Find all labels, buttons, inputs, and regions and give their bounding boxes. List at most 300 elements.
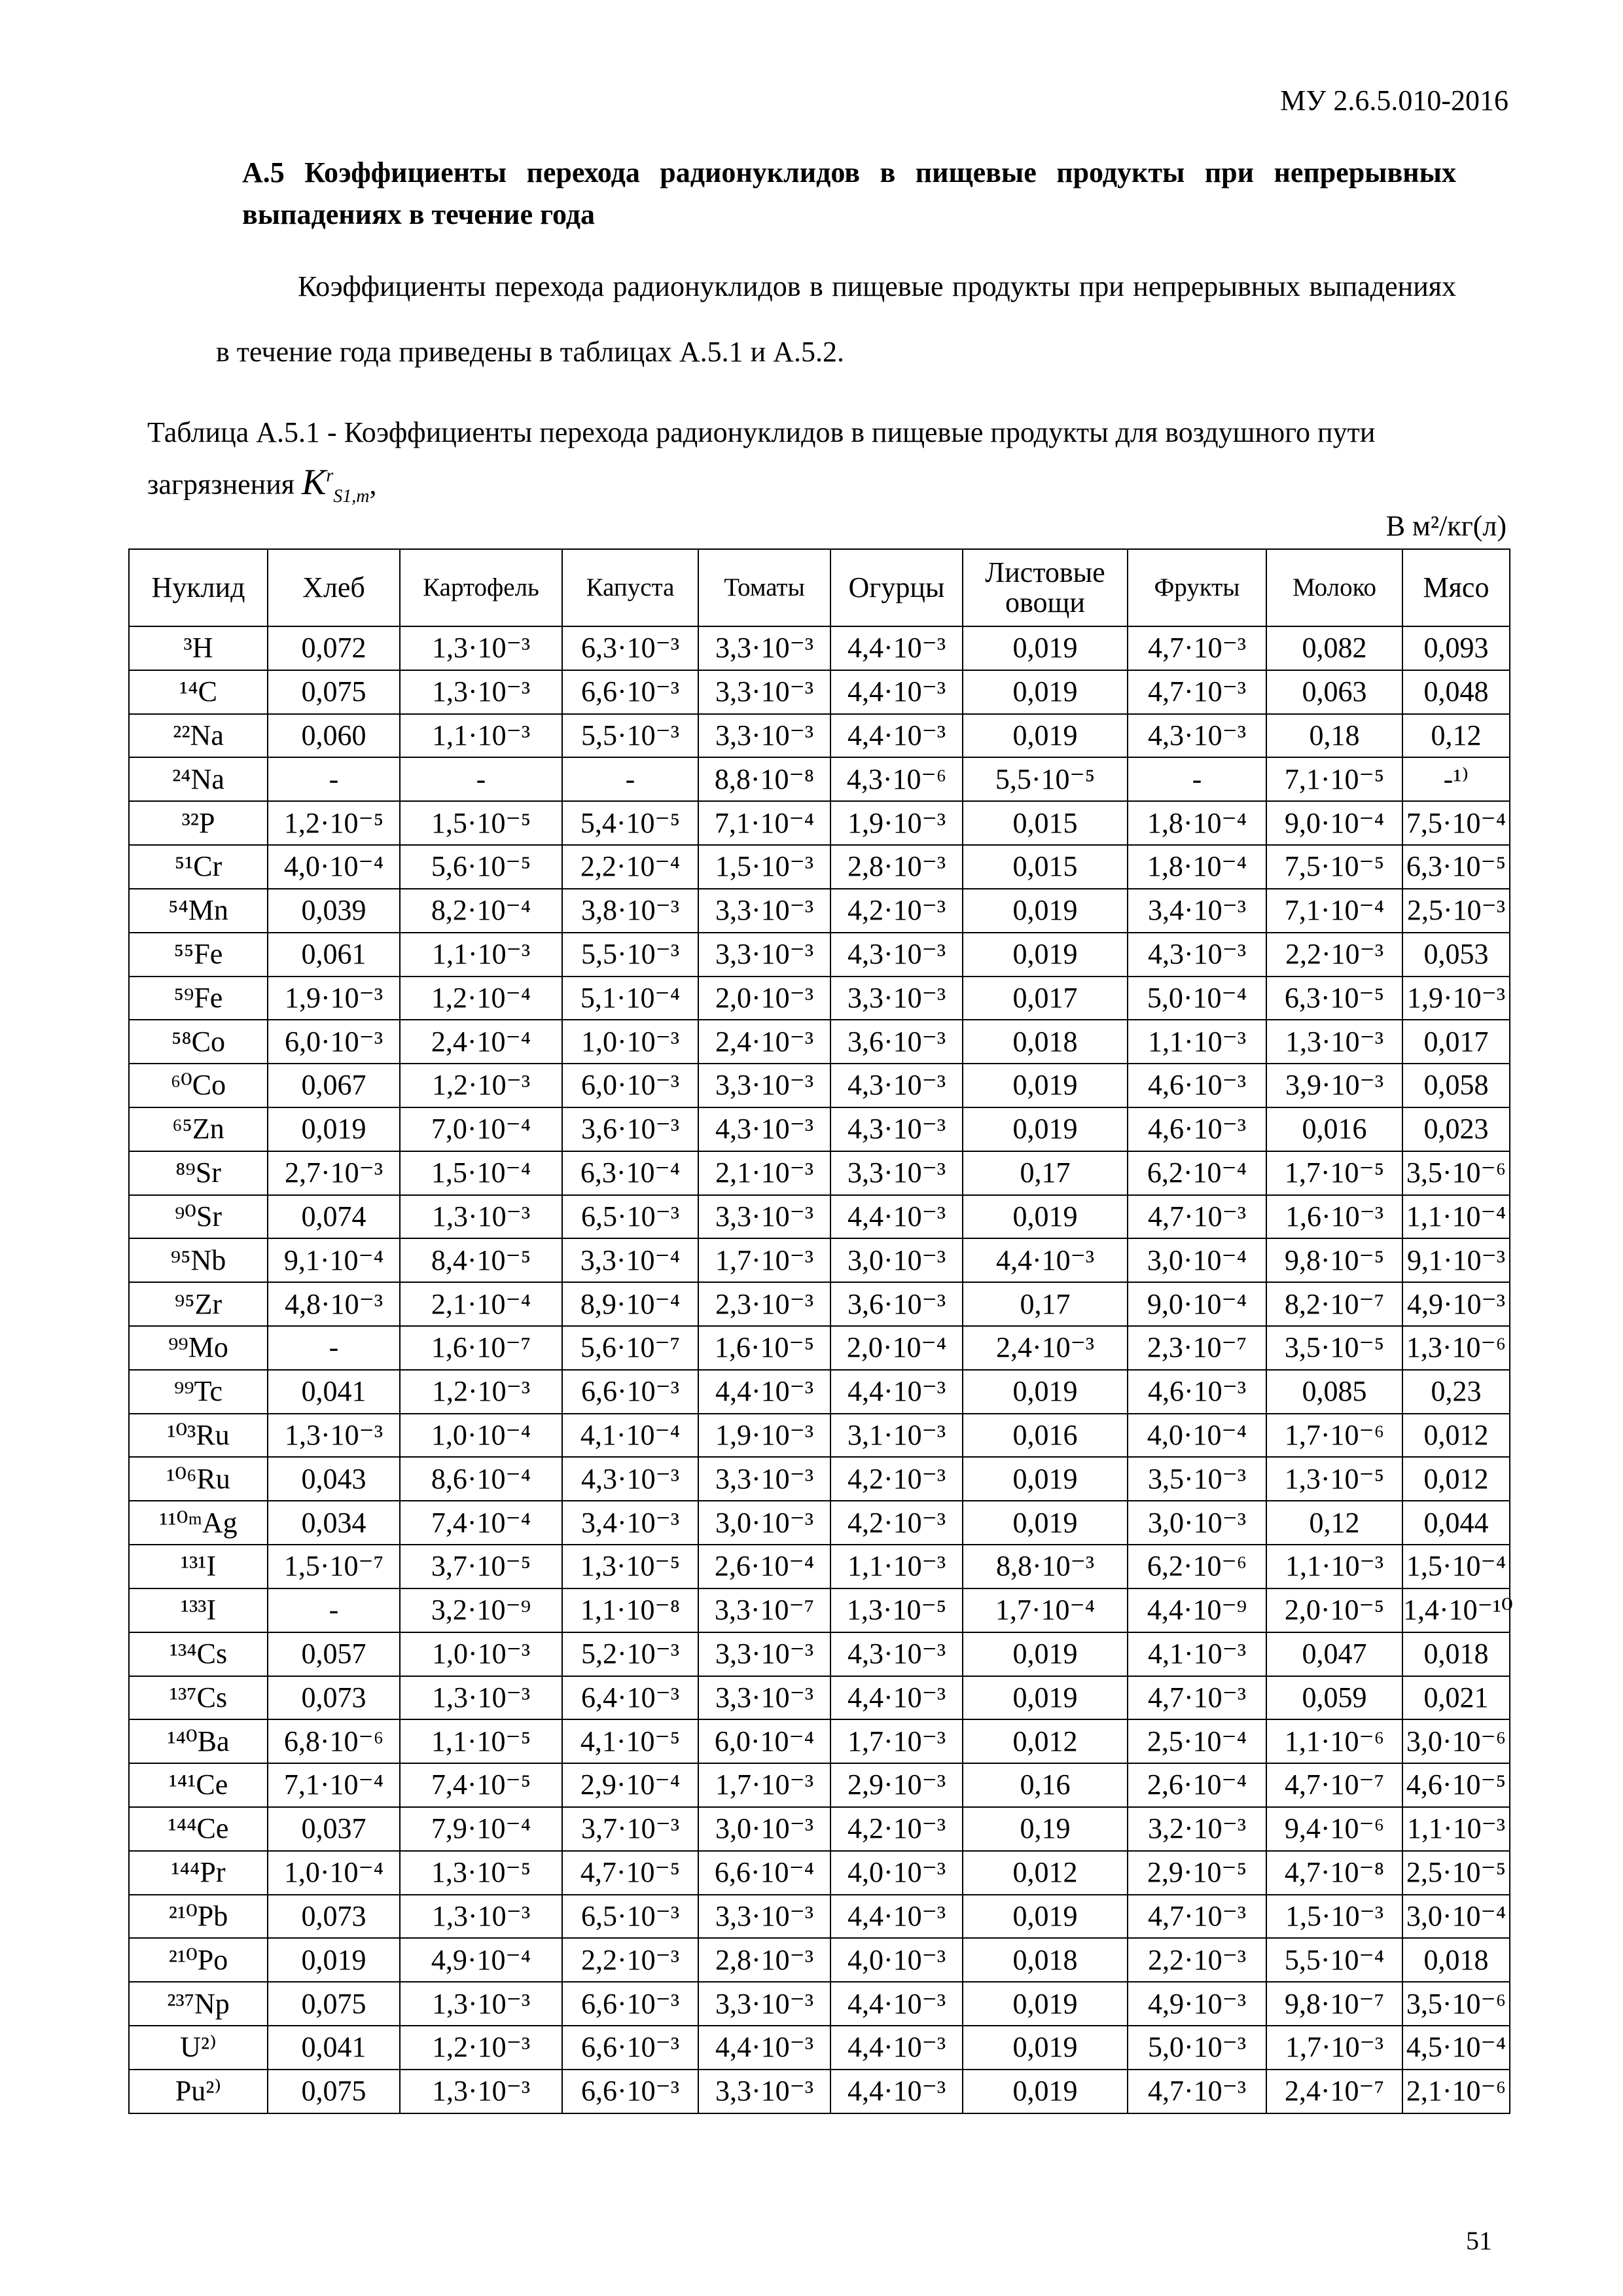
cell-leafy-vegetables: 0,018 — [963, 1938, 1128, 1982]
cell-bread: - — [268, 1326, 400, 1370]
cell-potato: 8,4·10⁻⁵ — [400, 1238, 562, 1282]
coefficient-symbol-suffix: , — [369, 468, 377, 501]
cell-nuclide: ⁹⁵Nb — [129, 1238, 268, 1282]
cell-potato: - — [400, 757, 562, 801]
cell-nuclide: ¹³¹I — [129, 1545, 268, 1588]
table-row — [129, 757, 1510, 801]
cell-fruits: 4,1·10⁻³ — [1128, 1632, 1266, 1676]
table-row — [129, 1676, 1510, 1720]
cell-cucumbers: 4,0·10⁻³ — [830, 1938, 963, 1982]
cell-cucumbers: 4,4·10⁻³ — [830, 670, 963, 714]
cell-cucumbers: 1,1·10⁻³ — [830, 1545, 963, 1588]
cell-cucumbers: 3,6·10⁻³ — [830, 1020, 963, 1064]
cell-nuclide: ¹⁴⁴Ce — [129, 1807, 268, 1851]
table-row — [129, 801, 1510, 845]
cell-potato: 7,0·10⁻⁴ — [400, 1107, 562, 1151]
cell-milk: 0,063 — [1266, 670, 1402, 714]
table-caption — [147, 411, 1522, 518]
cell-bread: 0,060 — [268, 714, 400, 758]
cell-leafy-vegetables: 0,015 — [963, 845, 1128, 889]
table-row — [129, 1064, 1510, 1107]
cell-leafy-vegetables: 0,019 — [963, 2070, 1128, 2113]
cell-leafy-vegetables: 0,015 — [963, 801, 1128, 845]
cell-bread: 0,075 — [268, 1982, 400, 2026]
cell-milk: 0,12 — [1266, 1501, 1402, 1545]
cell-bread: 9,1·10⁻⁴ — [268, 1238, 400, 1282]
cell-tomatoes: 4,4·10⁻³ — [698, 2026, 830, 2070]
cell-cabbage: 3,3·10⁻⁴ — [562, 1238, 698, 1282]
cell-cabbage: 6,3·10⁻⁴ — [562, 1151, 698, 1195]
cell-leafy-vegetables: 0,019 — [963, 2026, 1128, 2070]
cell-bread: 1,0·10⁻⁴ — [268, 1851, 400, 1895]
cell-cabbage: 6,6·10⁻³ — [562, 2026, 698, 2070]
cell-bread: 1,3·10⁻³ — [268, 1414, 400, 1458]
cell-potato: 1,3·10⁻³ — [400, 1982, 562, 2026]
cell-milk: 6,3·10⁻⁵ — [1266, 977, 1402, 1020]
coefficient-symbol-base: K — [301, 461, 327, 503]
cell-nuclide: ⁸⁹Sr — [129, 1151, 268, 1195]
cell-leafy-vegetables: 0,16 — [963, 1763, 1128, 1807]
cell-meat: 0,093 — [1402, 626, 1510, 670]
cell-fruits: 4,6·10⁻³ — [1128, 1370, 1266, 1414]
cell-bread: 0,041 — [268, 1370, 400, 1414]
table-row — [129, 1107, 1510, 1151]
column-header-fruits: Фрукты — [1128, 549, 1266, 626]
cell-potato: 1,5·10⁻⁴ — [400, 1151, 562, 1195]
cell-fruits: 5,0·10⁻³ — [1128, 2026, 1266, 2070]
cell-milk: 1,3·10⁻³ — [1266, 1020, 1402, 1064]
cell-potato: 1,5·10⁻⁵ — [400, 801, 562, 845]
cell-tomatoes: 1,7·10⁻³ — [698, 1763, 830, 1807]
cell-cabbage: 1,1·10⁻⁸ — [562, 1588, 698, 1632]
cell-tomatoes: 3,3·10⁻³ — [698, 1457, 830, 1501]
cell-leafy-vegetables: 0,019 — [963, 1107, 1128, 1151]
cell-potato: 5,6·10⁻⁵ — [400, 845, 562, 889]
cell-tomatoes: 3,3·10⁻³ — [698, 1982, 830, 2026]
cell-bread: 0,057 — [268, 1632, 400, 1676]
cell-nuclide: ¹⁴⁴Pr — [129, 1851, 268, 1895]
cell-potato: 1,3·10⁻³ — [400, 2070, 562, 2113]
column-header-milk: Молоко — [1266, 549, 1402, 626]
cell-fruits: 4,3·10⁻³ — [1128, 933, 1266, 977]
cell-tomatoes: 6,0·10⁻⁴ — [698, 1719, 830, 1763]
cell-potato: 1,6·10⁻⁷ — [400, 1326, 562, 1370]
cell-cucumbers: 4,3·10⁻⁶ — [830, 757, 963, 801]
cell-milk: 5,5·10⁻⁴ — [1266, 1938, 1402, 1982]
cell-cucumbers: 3,3·10⁻³ — [830, 1151, 963, 1195]
table-row — [129, 1370, 1510, 1414]
cell-leafy-vegetables: 0,019 — [963, 670, 1128, 714]
cell-cucumbers: 2,9·10⁻³ — [830, 1763, 963, 1807]
column-header-bread: Хлеб — [268, 549, 400, 626]
cell-nuclide: ²¹⁰Pb — [129, 1895, 268, 1939]
cell-meat: 0,021 — [1402, 1676, 1510, 1720]
cell-potato: 1,0·10⁻³ — [400, 1632, 562, 1676]
cell-potato: 1,1·10⁻⁵ — [400, 1719, 562, 1763]
cell-milk: 1,6·10⁻³ — [1266, 1195, 1402, 1239]
cell-cabbage: 4,3·10⁻³ — [562, 1457, 698, 1501]
table-units: В м²/кг(л) — [1385, 510, 1507, 542]
cell-cabbage: 5,5·10⁻³ — [562, 933, 698, 977]
column-header-cucumbers: Огурцы — [830, 549, 963, 626]
cell-bread: 0,075 — [268, 2070, 400, 2113]
cell-potato: 3,7·10⁻⁵ — [400, 1545, 562, 1588]
cell-potato: 1,3·10⁻³ — [400, 670, 562, 714]
cell-milk: 4,7·10⁻⁸ — [1266, 1851, 1402, 1895]
cell-cucumbers: 4,4·10⁻³ — [830, 1982, 963, 2026]
cell-cucumbers: 4,3·10⁻³ — [830, 1107, 963, 1151]
cell-nuclide: ²²Na — [129, 714, 268, 758]
cell-milk: 8,2·10⁻⁷ — [1266, 1282, 1402, 1326]
cell-fruits: 4,4·10⁻⁹ — [1128, 1588, 1266, 1632]
column-header-meat: Мясо — [1402, 549, 1510, 626]
cell-meat: 0,044 — [1402, 1501, 1510, 1545]
cell-cucumbers: 4,3·10⁻³ — [830, 1064, 963, 1107]
cell-meat: 2,1·10⁻⁶ — [1402, 2070, 1510, 2113]
cell-milk: 9,4·10⁻⁶ — [1266, 1807, 1402, 1851]
cell-bread: 4,0·10⁻⁴ — [268, 845, 400, 889]
cell-milk: 0,047 — [1266, 1632, 1402, 1676]
cell-cucumbers: 4,2·10⁻³ — [830, 889, 963, 933]
cell-tomatoes: 3,0·10⁻³ — [698, 1501, 830, 1545]
cell-bread: 6,8·10⁻⁶ — [268, 1719, 400, 1763]
cell-potato: 7,4·10⁻⁵ — [400, 1763, 562, 1807]
cell-meat: 4,9·10⁻³ — [1402, 1282, 1510, 1326]
cell-tomatoes: 6,6·10⁻⁴ — [698, 1851, 830, 1895]
cell-nuclide: ²¹⁰Po — [129, 1938, 268, 1982]
cell-bread: 0,019 — [268, 1938, 400, 1982]
cell-leafy-vegetables: 0,019 — [963, 889, 1128, 933]
cell-cucumbers: 3,0·10⁻³ — [830, 1238, 963, 1282]
cell-milk: 0,18 — [1266, 714, 1402, 758]
cell-tomatoes: 4,4·10⁻³ — [698, 1370, 830, 1414]
cell-potato: 1,1·10⁻³ — [400, 714, 562, 758]
table-row — [129, 1326, 1510, 1370]
cell-tomatoes: 2,4·10⁻³ — [698, 1020, 830, 1064]
cell-bread: 0,034 — [268, 1501, 400, 1545]
cell-tomatoes: 2,8·10⁻³ — [698, 1938, 830, 1982]
cell-fruits: 3,4·10⁻³ — [1128, 889, 1266, 933]
cell-cabbage: 6,5·10⁻³ — [562, 1895, 698, 1939]
table-row — [129, 670, 1510, 714]
cell-cabbage: 4,1·10⁻⁵ — [562, 1719, 698, 1763]
cell-milk: 7,5·10⁻⁵ — [1266, 845, 1402, 889]
table-row — [129, 2026, 1510, 2070]
cell-leafy-vegetables: 0,012 — [963, 1719, 1128, 1763]
cell-potato: 1,3·10⁻³ — [400, 1195, 562, 1239]
table-row — [129, 1895, 1510, 1939]
cell-meat: 0,12 — [1402, 714, 1510, 758]
cell-tomatoes: 3,3·10⁻³ — [698, 1632, 830, 1676]
cell-cabbage: 6,4·10⁻³ — [562, 1676, 698, 1720]
cell-bread: 0,074 — [268, 1195, 400, 1239]
cell-leafy-vegetables: 0,012 — [963, 1851, 1128, 1895]
cell-meat: 4,5·10⁻⁴ — [1402, 2026, 1510, 2070]
table-row — [129, 626, 1510, 670]
cell-nuclide: Pu²⁾ — [129, 2070, 268, 2113]
cell-bread: 0,075 — [268, 670, 400, 714]
cell-meat: -¹⁾ — [1402, 757, 1510, 801]
cell-bread: 1,5·10⁻⁷ — [268, 1545, 400, 1588]
cell-meat: 3,0·10⁻⁶ — [1402, 1719, 1510, 1763]
cell-cabbage: 3,8·10⁻³ — [562, 889, 698, 933]
page-number: 51 — [1466, 2226, 1492, 2255]
cell-leafy-vegetables: 0,19 — [963, 1807, 1128, 1851]
cell-milk: 1,7·10⁻⁶ — [1266, 1414, 1402, 1458]
cell-fruits: 9,0·10⁻⁴ — [1128, 1282, 1266, 1326]
cell-cabbage: 4,7·10⁻⁵ — [562, 1851, 698, 1895]
coefficient-symbol-sub: S1,m — [333, 486, 370, 507]
cell-potato: 4,9·10⁻⁴ — [400, 1938, 562, 1982]
cell-potato: 2,1·10⁻⁴ — [400, 1282, 562, 1326]
cell-meat: 9,1·10⁻³ — [1402, 1238, 1510, 1282]
cell-cabbage: 6,5·10⁻³ — [562, 1195, 698, 1239]
cell-potato: 1,1·10⁻³ — [400, 933, 562, 977]
cell-milk: 1,1·10⁻⁶ — [1266, 1719, 1402, 1763]
cell-cucumbers: 2,8·10⁻³ — [830, 845, 963, 889]
cell-nuclide: ¹¹⁰ᵐAg — [129, 1501, 268, 1545]
cell-potato: 2,4·10⁻⁴ — [400, 1020, 562, 1064]
cell-milk: 3,5·10⁻⁵ — [1266, 1326, 1402, 1370]
cell-cucumbers: 2,0·10⁻⁴ — [830, 1326, 963, 1370]
cell-meat: 2,5·10⁻⁵ — [1402, 1851, 1510, 1895]
table-row — [129, 1238, 1510, 1282]
cell-nuclide: ³H — [129, 626, 268, 670]
cell-tomatoes: 1,5·10⁻³ — [698, 845, 830, 889]
cell-fruits: 4,6·10⁻³ — [1128, 1107, 1266, 1151]
cell-meat: 0,018 — [1402, 1632, 1510, 1676]
cell-leafy-vegetables: 0,019 — [963, 1632, 1128, 1676]
cell-cabbage: 3,7·10⁻³ — [562, 1807, 698, 1851]
table-row — [129, 1020, 1510, 1064]
cell-meat: 0,018 — [1402, 1938, 1510, 1982]
cell-tomatoes: 2,3·10⁻³ — [698, 1282, 830, 1326]
cell-cabbage: 6,6·10⁻³ — [562, 670, 698, 714]
table-header-row — [129, 549, 1510, 626]
cell-potato: 1,2·10⁻³ — [400, 1370, 562, 1414]
column-header-cabbage: Капуста — [562, 549, 698, 626]
cell-cucumbers: 4,4·10⁻³ — [830, 1370, 963, 1414]
cell-nuclide: ⁹⁹Mo — [129, 1326, 268, 1370]
cell-tomatoes: 1,7·10⁻³ — [698, 1238, 830, 1282]
cell-nuclide: ⁵⁹Fe — [129, 977, 268, 1020]
column-header-tomatoes: Томаты — [698, 549, 830, 626]
cell-leafy-vegetables: 0,17 — [963, 1151, 1128, 1195]
cell-meat: 6,3·10⁻⁵ — [1402, 845, 1510, 889]
cell-cabbage: 5,1·10⁻⁴ — [562, 977, 698, 1020]
column-header-nuclide: Нуклид — [129, 549, 268, 626]
cell-cucumbers: 4,2·10⁻³ — [830, 1807, 963, 1851]
cell-meat: 3,5·10⁻⁶ — [1402, 1982, 1510, 2026]
cell-leafy-vegetables: 0,019 — [963, 1676, 1128, 1720]
table-row — [129, 1195, 1510, 1239]
cell-tomatoes: 3,3·10⁻³ — [698, 1676, 830, 1720]
cell-fruits: 2,6·10⁻⁴ — [1128, 1763, 1266, 1807]
coefficient-symbol-sup: r — [326, 465, 334, 486]
cell-bread: - — [268, 757, 400, 801]
cell-bread: 7,1·10⁻⁴ — [268, 1763, 400, 1807]
cell-fruits: 1,1·10⁻³ — [1128, 1020, 1266, 1064]
cell-tomatoes: 3,3·10⁻³ — [698, 626, 830, 670]
table-row — [129, 1719, 1510, 1763]
cell-nuclide: ²⁴Na — [129, 757, 268, 801]
cell-cucumbers: 4,4·10⁻³ — [830, 2026, 963, 2070]
cell-fruits: 5,0·10⁻⁴ — [1128, 977, 1266, 1020]
coefficient-symbol — [301, 461, 370, 507]
cell-cabbage: 2,2·10⁻³ — [562, 1938, 698, 1982]
table-row — [129, 1282, 1510, 1326]
cell-milk: 1,7·10⁻⁵ — [1266, 1151, 1402, 1195]
cell-fruits: 4,3·10⁻³ — [1128, 714, 1266, 758]
cell-cucumbers: 4,4·10⁻³ — [830, 1676, 963, 1720]
cell-meat: 0,058 — [1402, 1064, 1510, 1107]
cell-cucumbers: 3,1·10⁻³ — [830, 1414, 963, 1458]
cell-nuclide: ¹³⁴Cs — [129, 1632, 268, 1676]
cell-milk: 0,082 — [1266, 626, 1402, 670]
cell-leafy-vegetables: 0,019 — [963, 1895, 1128, 1939]
cell-fruits: 3,2·10⁻³ — [1128, 1807, 1266, 1851]
cell-potato: 7,4·10⁻⁴ — [400, 1501, 562, 1545]
cell-potato: 1,3·10⁻⁵ — [400, 1851, 562, 1895]
cell-cabbage: 3,4·10⁻³ — [562, 1501, 698, 1545]
cell-leafy-vegetables: 0,17 — [963, 1282, 1128, 1326]
cell-tomatoes: 3,3·10⁻³ — [698, 1064, 830, 1107]
table-row — [129, 2070, 1510, 2113]
cell-fruits: 4,0·10⁻⁴ — [1128, 1414, 1266, 1458]
cell-bread: 2,7·10⁻³ — [268, 1151, 400, 1195]
table-body — [129, 626, 1513, 2113]
cell-potato: 1,3·10⁻³ — [400, 1895, 562, 1939]
cell-tomatoes: 1,6·10⁻⁵ — [698, 1326, 830, 1370]
cell-potato: 1,2·10⁻³ — [400, 1064, 562, 1107]
cell-fruits: 4,7·10⁻³ — [1128, 1676, 1266, 1720]
cell-meat: 1,5·10⁻⁴ — [1402, 1545, 1510, 1588]
cell-milk: 0,016 — [1266, 1107, 1402, 1151]
cell-meat: 4,6·10⁻⁵ — [1402, 1763, 1510, 1807]
table-row — [129, 714, 1510, 758]
cell-cabbage: 6,6·10⁻³ — [562, 1982, 698, 2026]
table-row — [129, 1588, 1510, 1632]
cell-nuclide: ⁵¹Cr — [129, 845, 268, 889]
cell-cucumbers: 1,9·10⁻³ — [830, 801, 963, 845]
cell-fruits: 2,9·10⁻⁵ — [1128, 1851, 1266, 1895]
table-row — [129, 1414, 1510, 1458]
cell-fruits: 4,7·10⁻³ — [1128, 626, 1266, 670]
cell-fruits: 6,2·10⁻⁴ — [1128, 1151, 1266, 1195]
table-row — [129, 1982, 1510, 2026]
cell-fruits: 4,7·10⁻³ — [1128, 670, 1266, 714]
cell-tomatoes: 3,3·10⁻³ — [698, 1895, 830, 1939]
cell-cabbage: 8,9·10⁻⁴ — [562, 1282, 698, 1326]
table-row — [129, 845, 1510, 889]
cell-milk: 7,1·10⁻⁴ — [1266, 889, 1402, 933]
cell-tomatoes: 2,0·10⁻³ — [698, 977, 830, 1020]
cell-nuclide: ²³⁷Np — [129, 1982, 268, 2026]
table-row — [129, 1807, 1510, 1851]
cell-cabbage: 6,6·10⁻³ — [562, 2070, 698, 2113]
cell-meat: 3,0·10⁻⁴ — [1402, 1895, 1510, 1939]
cell-tomatoes: 7,1·10⁻⁴ — [698, 801, 830, 845]
cell-cucumbers: 4,3·10⁻³ — [830, 1632, 963, 1676]
cell-potato: 3,2·10⁻⁹ — [400, 1588, 562, 1632]
cell-meat: 3,5·10⁻⁶ — [1402, 1151, 1510, 1195]
column-header-leafy-vegetables: Листовые овощи — [963, 549, 1128, 626]
table-row — [129, 1501, 1510, 1545]
cell-leafy-vegetables: 0,019 — [963, 1195, 1128, 1239]
cell-meat: 0,23 — [1402, 1370, 1510, 1414]
cell-fruits: 3,5·10⁻³ — [1128, 1457, 1266, 1501]
cell-cucumbers: 3,3·10⁻³ — [830, 977, 963, 1020]
cell-milk: 1,3·10⁻⁵ — [1266, 1457, 1402, 1501]
table-row — [129, 933, 1510, 977]
cell-cabbage: - — [562, 757, 698, 801]
cell-nuclide: ¹⁰⁶Ru — [129, 1457, 268, 1501]
cell-tomatoes: 3,3·10⁻³ — [698, 933, 830, 977]
cell-leafy-vegetables: 1,7·10⁻⁴ — [963, 1588, 1128, 1632]
cell-meat: 1,4·10⁻¹⁰ — [1402, 1588, 1510, 1632]
cell-potato: 1,3·10⁻³ — [400, 1676, 562, 1720]
cell-fruits: 6,2·10⁻⁶ — [1128, 1545, 1266, 1588]
cell-nuclide: ⁶⁰Co — [129, 1064, 268, 1107]
cell-nuclide: ¹⁴⁰Ba — [129, 1719, 268, 1763]
cell-fruits: 4,7·10⁻³ — [1128, 1195, 1266, 1239]
cell-fruits: 1,8·10⁻⁴ — [1128, 845, 1266, 889]
cell-nuclide: ⁹⁹Tc — [129, 1370, 268, 1414]
cell-meat: 0,012 — [1402, 1457, 1510, 1501]
cell-nuclide: ⁹⁰Sr — [129, 1195, 268, 1239]
cell-fruits: 4,7·10⁻³ — [1128, 1895, 1266, 1939]
cell-cucumbers: 1,3·10⁻⁵ — [830, 1588, 963, 1632]
cell-bread: 0,041 — [268, 2026, 400, 2070]
table-row — [129, 889, 1510, 933]
cell-fruits: 1,8·10⁻⁴ — [1128, 801, 1266, 845]
cell-leafy-vegetables: 0,019 — [963, 1457, 1128, 1501]
cell-leafy-vegetables: 0,019 — [963, 1982, 1128, 2026]
cell-tomatoes: 4,3·10⁻³ — [698, 1107, 830, 1151]
cell-milk: 9,0·10⁻⁴ — [1266, 801, 1402, 845]
cell-cabbage: 5,2·10⁻³ — [562, 1632, 698, 1676]
cell-potato: 1,2·10⁻⁴ — [400, 977, 562, 1020]
cell-nuclide: ⁹⁵Zr — [129, 1282, 268, 1326]
table-row — [129, 1938, 1510, 1982]
cell-nuclide: ⁵⁸Co — [129, 1020, 268, 1064]
intro-paragraph: Коэффициенты перехода радионуклидов в пищевые продукты при непрерывных выпадениях в течение года приведены в таблицах А.5.1 и А.5.2. — [216, 270, 1456, 368]
cell-cabbage: 6,3·10⁻³ — [562, 626, 698, 670]
cell-potato: 7,9·10⁻⁴ — [400, 1807, 562, 1851]
cell-leafy-vegetables: 0,018 — [963, 1020, 1128, 1064]
cell-meat: 0,053 — [1402, 933, 1510, 977]
cell-leafy-vegetables: 8,8·10⁻³ — [963, 1545, 1128, 1588]
cell-fruits: 2,3·10⁻⁷ — [1128, 1326, 1266, 1370]
cell-cucumbers: 4,4·10⁻³ — [830, 2070, 963, 2113]
cell-fruits: 2,5·10⁻⁴ — [1128, 1719, 1266, 1763]
cell-fruits: 2,2·10⁻³ — [1128, 1938, 1266, 1982]
cell-cucumbers: 1,7·10⁻³ — [830, 1719, 963, 1763]
cell-tomatoes: 3,3·10⁻³ — [698, 670, 830, 714]
cell-milk: 1,7·10⁻³ — [1266, 2026, 1402, 2070]
cell-cucumbers: 4,4·10⁻³ — [830, 1895, 963, 1939]
cell-leafy-vegetables: 0,019 — [963, 933, 1128, 977]
section-title: А.5 Коэффициенты перехода радионуклидов в пищевые продукты при непрерывных выпадениях в течение года — [242, 156, 1456, 230]
cell-leafy-vegetables: 5,5·10⁻⁵ — [963, 757, 1128, 801]
cell-meat: 2,5·10⁻³ — [1402, 889, 1510, 933]
table-row — [129, 1632, 1510, 1676]
cell-meat: 1,9·10⁻³ — [1402, 977, 1510, 1020]
cell-meat: 1,1·10⁻⁴ — [1402, 1195, 1510, 1239]
cell-tomatoes: 3,0·10⁻³ — [698, 1807, 830, 1851]
cell-tomatoes: 1,9·10⁻³ — [698, 1414, 830, 1458]
cell-potato: 1,0·10⁻⁴ — [400, 1414, 562, 1458]
